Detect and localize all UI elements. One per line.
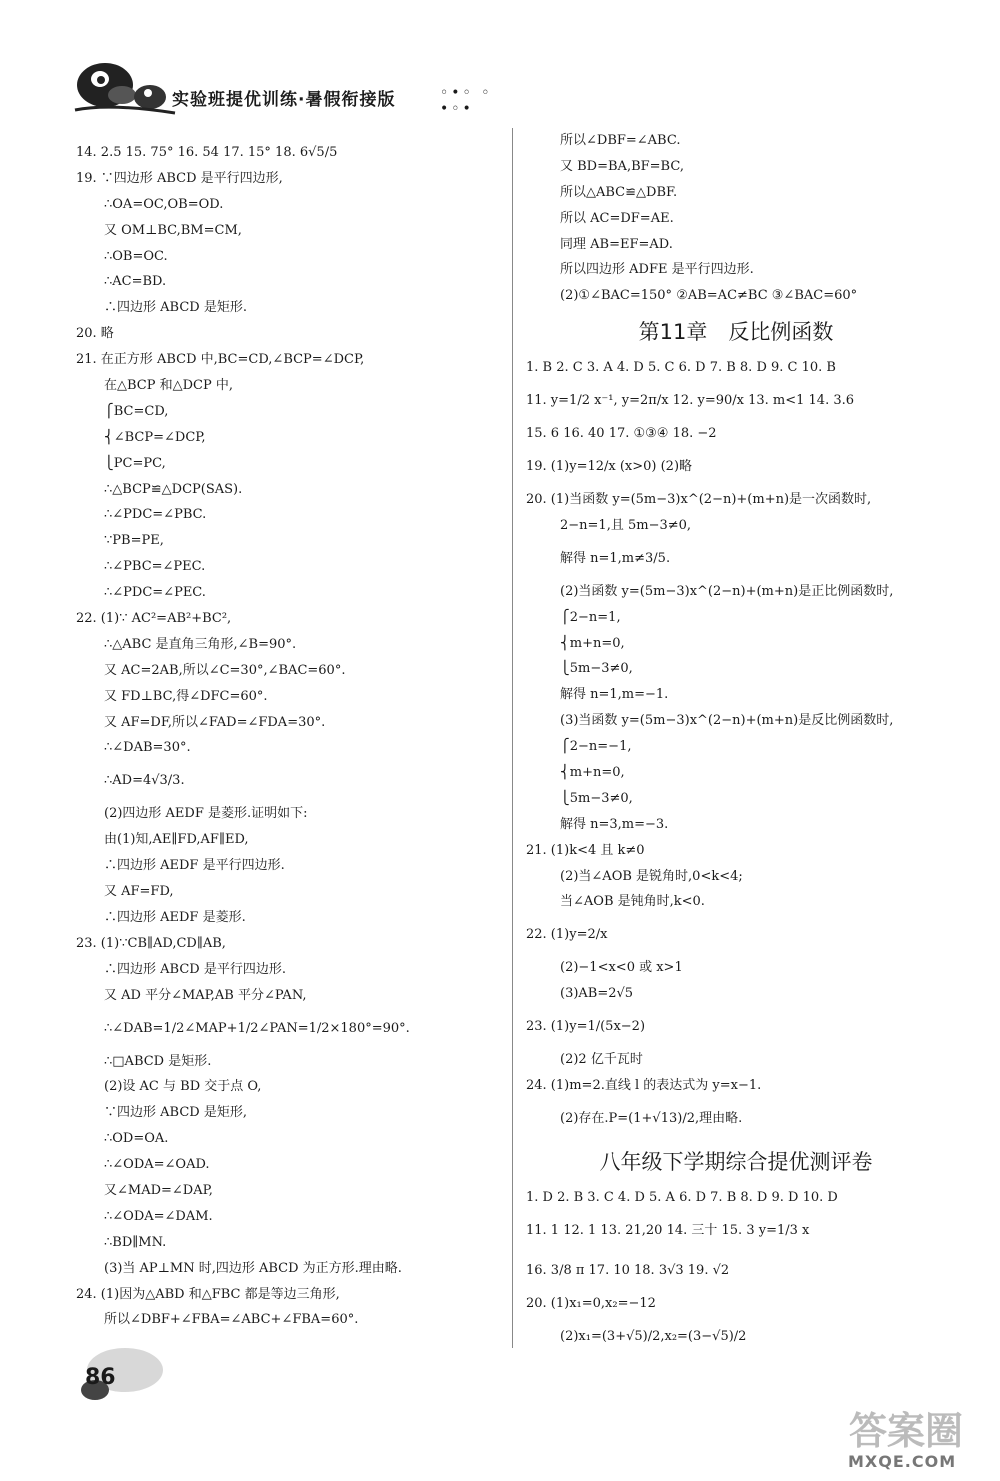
column-divider	[512, 128, 513, 1348]
answer-line: (2)①∠BAC=150° ②AB=AC≠BC ③∠BAC=60°	[560, 288, 858, 304]
answer-line: ∴OA=OC,OB=OD.	[104, 196, 224, 212]
answer-line: 23. (1)∵CB∥AD,CD∥AB,	[76, 935, 226, 951]
answer-line: ⎧BC=CD,	[104, 403, 169, 419]
page-header	[60, 55, 520, 125]
answer-line: ⎩5m−3≠0,	[560, 790, 633, 806]
answer-line: 又 BD=BA,BF=BC,	[560, 158, 684, 174]
answer-line: 19. (1)y=12/x (x>0) (2)略	[526, 459, 693, 475]
answer-line: ∴AD=4√3/3.	[104, 773, 185, 789]
answer-line: 22. (1)y=2/x	[526, 927, 608, 943]
answer-line: 11. y=1/2 x⁻¹, y=2π/x 12. y=90/x 13. m<1 14. 3.6	[526, 393, 855, 409]
answer-line: 在△BCP 和△DCP 中,	[104, 378, 233, 394]
answer-line: 19. ∵四边形 ABCD 是平行四边形,	[76, 170, 283, 186]
answer-line: (3)当函数 y=(5m−3)x^(2−n)+(m+n)是反比例函数时,	[560, 713, 894, 729]
answer-line: 所以∠DBF+∠FBA=∠ABC+∠FBA=60°.	[104, 1312, 359, 1328]
left-column	[76, 140, 501, 1333]
answer-line: 所以△ABC≌△DBF.	[560, 184, 678, 200]
answer-line: (2)−1<x<0 或 x>1	[560, 960, 683, 976]
answer-line: ∵四边形 ABCD 是矩形,	[104, 1105, 247, 1121]
answer-line: 1. B 2. C 3. A 4. D 5. C 6. D 7. B 8. D 9. C 10. B	[526, 360, 836, 376]
answer-line: (2)设 AC 与 BD 交于点 O,	[104, 1079, 262, 1095]
answer-line: 21. 在正方形 ABCD 中,BC=CD,∠BCP=∠DCP,	[76, 352, 365, 368]
answer-line: ∴四边形 AEDF 是平行四边形.	[104, 858, 285, 874]
answer-line: ⎩5m−3≠0,	[560, 661, 633, 677]
answer-line: ⎨∠BCP=∠DCP,	[104, 429, 206, 445]
watermark-url: MXQE.COM	[848, 1452, 957, 1471]
answer-line: (2)当∠AOB 是锐角时,0<k<4;	[560, 868, 743, 884]
answer-line: 14. 2.5 15. 75° 16. 54 17. 15° 18. 6√5/5	[76, 145, 338, 160]
answer-line: ∴∠PDC=∠PBC.	[104, 507, 207, 523]
page-number: 86	[85, 1365, 116, 1390]
answer-line: 同理 AB=EF=AD.	[560, 236, 673, 252]
answer-line: ⎨m+n=0,	[560, 635, 625, 651]
answer-line: (3)AB=2√5	[560, 986, 634, 1002]
answer-line: ∴四边形 ABCD 是平行四边形.	[104, 961, 286, 977]
answer-line: 当∠AOB 是钝角时,k<0.	[560, 894, 705, 910]
answer-line: 21. (1)k<4 且 k≠0	[526, 842, 645, 858]
answer-line: ∴□ABCD 是矩形.	[104, 1053, 212, 1069]
answer-line: (2)当函数 y=(5m−3)x^(2−n)+(m+n)是正比例函数时,	[560, 583, 894, 599]
answer-line: (2)x₁=(3+√5)/2,x₂=(3−√5)/2	[560, 1328, 747, 1344]
answer-line: ⎧2−n=−1,	[560, 739, 632, 755]
answer-line: 24. (1)因为△ABD 和△FBC 都是等边三角形,	[76, 1286, 340, 1302]
answer-line: ⎨m+n=0,	[560, 765, 625, 781]
answer-line: ∴△ABC 是直角三角形,∠B=90°.	[104, 636, 297, 652]
book-title: 实验班提优训练·暑假衔接版	[172, 90, 396, 110]
answer-line: 所以∠DBF=∠ABC.	[560, 133, 681, 148]
answer-line: ∴BD∥MN.	[104, 1234, 167, 1250]
answer-line: 又 FD⊥BC,得∠DFC=60°.	[104, 688, 268, 704]
mascot-icon	[70, 55, 180, 120]
answer-line: ∴OB=OC.	[104, 248, 168, 264]
svg-text:答案圈: 答案圈	[849, 1409, 964, 1453]
answer-line: 20. (1)当函数 y=(5m−3)x^(2−n)+(m+n)是一次函数时,	[526, 492, 872, 508]
answer-line: 1. D 2. B 3. C 4. D 5. A 6. D 7. B 8. D 9. D 10. D	[526, 1189, 838, 1205]
answer-line: ∴四边形 ABCD 是矩形.	[104, 300, 247, 316]
answer-line: ∴∠PDC=∠PEC.	[104, 585, 206, 601]
answer-line: 解得 n=1,m≠3/5.	[560, 550, 671, 566]
answer-line: ∴AC=BD.	[104, 274, 167, 290]
answer-line: (3)当 AP⊥MN 时,四边形 ABCD 为正方形.理由略.	[104, 1260, 402, 1276]
chapter-heading: 第11章 反比例函数	[638, 320, 834, 345]
answer-line: 又 AF=DF,所以∠FAD=∠FDA=30°.	[104, 714, 326, 730]
answer-line: ∴OD=OA.	[104, 1131, 169, 1147]
answer-line: 22. (1)∵ AC²=AB²+BC²,	[76, 611, 232, 627]
answer-line: 又 AD 平分∠MAP,AB 平分∠PAN,	[104, 987, 307, 1003]
answer-line: ⎩PC=PC,	[104, 455, 166, 471]
exam-heading: 八年级下学期综合提优测评卷	[599, 1149, 873, 1174]
answer-line: 20. (1)x₁=0,x₂=−12	[526, 1295, 656, 1311]
answer-line: 11. 1 12. 1 13. 21,20 14. 三十 15. 3 y=1/3 x	[526, 1222, 810, 1238]
answer-line: 由(1)知,AE∥FD,AF∥ED,	[104, 832, 249, 848]
answer-line: 又 AF=FD,	[104, 884, 174, 900]
answer-line: 解得 n=1,m=−1.	[560, 687, 669, 703]
answer-line: ∵PB=PE,	[104, 533, 164, 549]
answer-line: 解得 n=3,m=−3.	[560, 816, 669, 832]
answer-line: ∴∠ODA=∠DAM.	[104, 1208, 213, 1224]
answer-line: 16. 3/8 π 17. 10 18. 3√3 19. √2	[526, 1262, 730, 1278]
decorative-dots: ◦•◦ ◦ •◦•	[440, 85, 493, 117]
answer-line: ∴△BCP≌△DCP(SAS).	[104, 481, 243, 497]
answer-line: 又∠MAD=∠DAP,	[104, 1182, 213, 1198]
answer-line: 15. 6 16. 40 17. ①③④ 18. −2	[526, 426, 717, 442]
answer-line: (2)四边形 AEDF 是菱形.证明如下:	[104, 806, 308, 822]
answer-line: ∴∠ODA=∠OAD.	[104, 1157, 210, 1173]
answer-line: 23. (1)y=1/(5x−2)	[526, 1019, 646, 1035]
answer-line: 所以 AC=DF=AE.	[560, 210, 674, 226]
answer-line: (2)存在.P=(1+√13)/2,理由略.	[560, 1110, 743, 1126]
answer-line: 又 OM⊥BC,BM=CM,	[104, 222, 242, 238]
answer-line: ∴∠DAB=30°.	[104, 740, 191, 756]
answer-line: 20. 略	[76, 326, 114, 342]
answer-line: 又 AC=2AB,所以∠C=30°,∠BAC=60°.	[104, 662, 346, 678]
answer-line: 24. (1)m=2.直线 l 的表达式为 y=x−1.	[526, 1078, 762, 1094]
answer-line: (2)2 亿千瓦时	[560, 1052, 643, 1068]
answer-line: ∴∠PBC=∠PEC.	[104, 559, 206, 575]
right-column	[526, 128, 946, 1357]
answer-line: ⎧2−n=1,	[560, 609, 621, 625]
answer-line: 所以四边形 ADFE 是平行四边形.	[560, 262, 754, 278]
answer-line: 2−n=1,且 5m−3≠0,	[560, 517, 692, 533]
answer-line: ∴∠DAB=1/2∠MAP+1/2∠PAN=1/2×180°=90°.	[104, 1020, 410, 1036]
answer-line: ∴四边形 AEDF 是菱形.	[104, 909, 246, 925]
